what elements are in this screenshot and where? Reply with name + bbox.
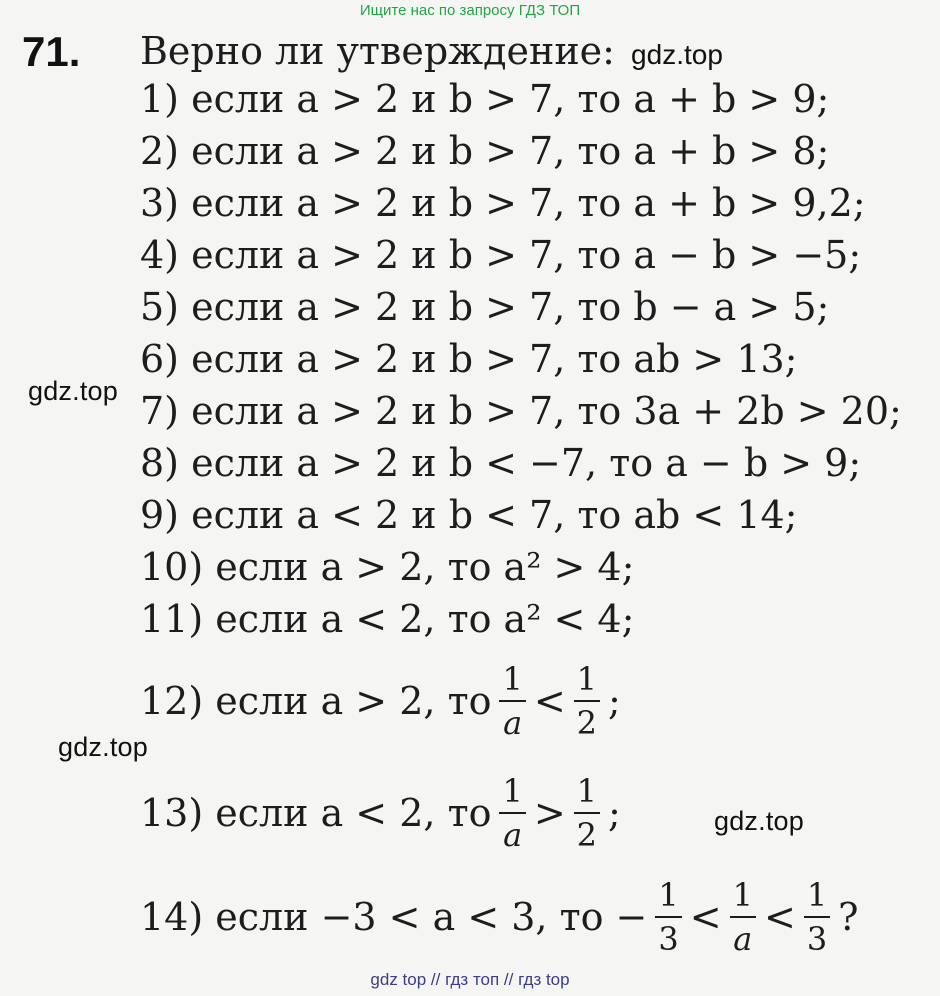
statement-4: 4) если a > 2 и b > 7, то a − b > −5; (140, 233, 862, 277)
fraction-numerator: 1 (730, 876, 756, 918)
fraction (499, 772, 525, 854)
statement-10: 10) если a > 2, то a² > 4; (140, 545, 635, 589)
top-banner: Ищите нас по запросу ГДЗ ТОП (359, 2, 581, 19)
watermark: gdz.top (714, 806, 804, 836)
statement-8: 8) если a > 2 и b < −7, то a − b > 9; (140, 441, 862, 485)
fraction-numerator: 1 (655, 876, 681, 918)
statement-suffix: ? (838, 895, 859, 939)
fraction-denominator: 2 (576, 816, 598, 854)
watermark: gdz.top (58, 732, 148, 762)
fraction (804, 876, 830, 958)
fraction (655, 876, 681, 958)
watermark: gdz.top (28, 376, 118, 406)
statement-2: 2) если a > 2 и b > 7, то a + b > 8; (140, 129, 830, 173)
statement-suffix: ; (608, 791, 621, 835)
statement-13-prefix: 13) если a < 2, то (140, 791, 492, 835)
fraction-denominator: 3 (806, 920, 828, 958)
statement-6: 6) если a > 2 и b > 7, то ab > 13; (140, 337, 798, 381)
fraction-denominator: 2 (576, 704, 598, 742)
fraction (499, 660, 525, 742)
fraction-numerator: 1 (574, 772, 600, 814)
problem-title-text: Верно ли утверждение: (140, 29, 615, 73)
statement-12 (140, 660, 621, 742)
fraction-numerator: 1 (804, 876, 830, 918)
fraction (574, 660, 600, 742)
fraction (574, 772, 600, 854)
statement-13 (140, 772, 621, 854)
fraction (730, 876, 756, 958)
statement-suffix: ; (608, 679, 621, 723)
relation-sign: < (689, 895, 722, 939)
watermark: gdz.top (631, 39, 723, 70)
statement-3: 3) если a > 2 и b > 7, то a + b > 9,2; (140, 181, 866, 225)
fraction-numerator: 1 (499, 772, 525, 814)
statement-7: 7) если a > 2 и b > 7, то 3a + 2b > 20; (140, 389, 902, 433)
relation-sign: < (763, 895, 796, 939)
statement-1: 1) если a > 2 и b > 7, то a + b > 9; (140, 77, 830, 121)
fraction-denominator: a (503, 704, 523, 742)
statement-14 (140, 876, 859, 958)
problem-number: 71. (22, 28, 81, 75)
statement-11: 11) если a < 2, то a² < 4; (140, 597, 635, 641)
fraction-numerator: 1 (499, 660, 525, 702)
fraction-denominator: a (733, 920, 753, 958)
bottom-banner: gdz top // гдз топ // гдз top (370, 970, 570, 989)
fraction-numerator: 1 (574, 660, 600, 702)
relation-sign: > (533, 791, 566, 835)
statement-5: 5) если a > 2 и b > 7, то b − a > 5; (140, 285, 830, 329)
statement-9: 9) если a < 2 и b < 7, то ab < 14; (140, 493, 798, 537)
statement-14-prefix: 14) если −3 < a < 3, то − (140, 895, 648, 939)
relation-sign: < (533, 679, 566, 723)
statement-12-prefix: 12) если a > 2, то (140, 679, 492, 723)
problem-title (140, 27, 723, 79)
fraction-denominator: 3 (658, 920, 679, 958)
fraction-denominator: a (503, 816, 523, 854)
